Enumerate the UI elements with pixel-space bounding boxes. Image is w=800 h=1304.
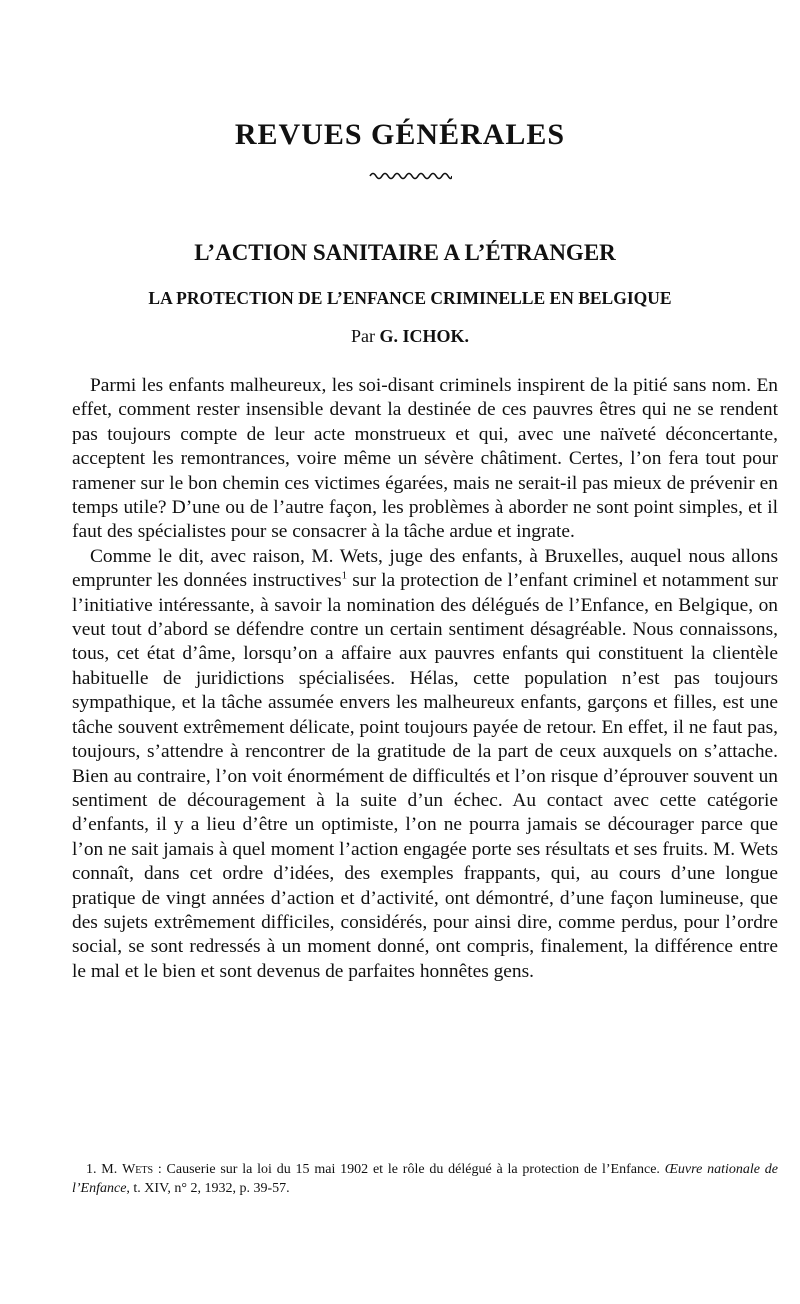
paragraph-text: sur la protection de l’enfant criminel et notamment sur l’initiative intéressante, à savoir la nomination des délégués de l’Enfance, en Belgique, on veut tout d’abord se défendre contre un certain sentiment désagréable. Nous connaissons, tous, cet état d’âme, lorsqu’on a affaire aux pauvres enfants qui constituent la clientèle habituelle de juridictions spécialisées. Hélas, cette population n’est pas toujours sympathique, et la tâche assumée envers les malheureux enfants, garçons et filles, est une tâche souvent extrêmement délicate, point toujours payée de retour. En effet, il ne faut pas, toujours, s’attendre à rencontrer de la gratitude de la part de ceux auxquels on s’attache. Bien au contraire, l’on voit énormément de difficultés et l’on risque d’éprouver souvent un sentiment de découragement à la suite d’un échec. Au contact avec cette catégorie d’enfants, il y a lieu d’être un optimiste, l’on ne pourra jamais se décourager parce que l’on ne sait jamais à quel moment l’action engagée porte ses résultats et ses fruits. M. Wets connaît, dans cet ordre d’idées, des exemples frappants, qui, au cours d’une longue pratique de vingt années d’action et d’activité, ont démontré, d’une façon lumineuse, que des sujets extrêmement difficiles, considérés, pour ainsi dire, comme perdus, pour l’ordre social, se sont redressés à un moment donné, ont compris, finalement, la différence entre le mal et le bien et sont devenus de parfaites honnêtes gens. [72, 570, 778, 982]
footnote-reference[interactable]: 1 [341, 569, 348, 582]
author-name: G. ICHOK. [379, 326, 469, 346]
footnote-number: 1. M. [86, 1162, 123, 1177]
paragraph [72, 545, 778, 984]
footnote-source: Œuvre nationale de l’Enfance [72, 1162, 778, 1196]
decorative-wave-ornament [368, 170, 452, 182]
footnote [72, 1160, 778, 1198]
byline [0, 326, 800, 347]
article-subtitle: LA PROTECTION DE L’ENFANCE CRIMINELLE EN BELGIQUE [148, 288, 672, 308]
footnote-text: , t. XIV, n° 2, 1932, p. 39-57. [126, 1181, 290, 1196]
article-title: L’ACTION SANITAIRE A L’ÉTRANGER [194, 240, 616, 265]
section-title: REVUES GÉNÉRALES [234, 118, 566, 151]
footnote-author: Wets [122, 1162, 154, 1177]
paragraph: Parmi les enfants malheureux, les soi-disant criminels inspirent de la pitié sans nom. En effet, comment rester insensible devant la destinée de ces pauvres êtres qui ne se rendent pas toujours compte de leur acte monstrueux et qui, avec une naïveté déconcertante, acceptent les remontrances, voire même un sévère châtiment. Certes, l’on fera tout pour ramener sur le bon chemin ces victimes égarées, mais ne serait-il pas mieux de prévenir en temps utile? D’une ou de l’autre façon, les problèmes à aborder ne sont point simples, et il faut des spécialistes pour se consacrer à la tâche ardue et ingrate. [72, 375, 778, 543]
footnote-text: : Causerie sur la loi du 15 mai 1902 et le rôle du délégué à la protection de l’Enfance. [153, 1162, 665, 1177]
byline-prefix: Par [350, 326, 380, 346]
article-body [72, 374, 778, 984]
paragraph-text: Comme le dit, avec raison, M. Wets, juge des enfants, à Bruxelles, auquel nous allons emprunter les données instructives [72, 545, 778, 592]
